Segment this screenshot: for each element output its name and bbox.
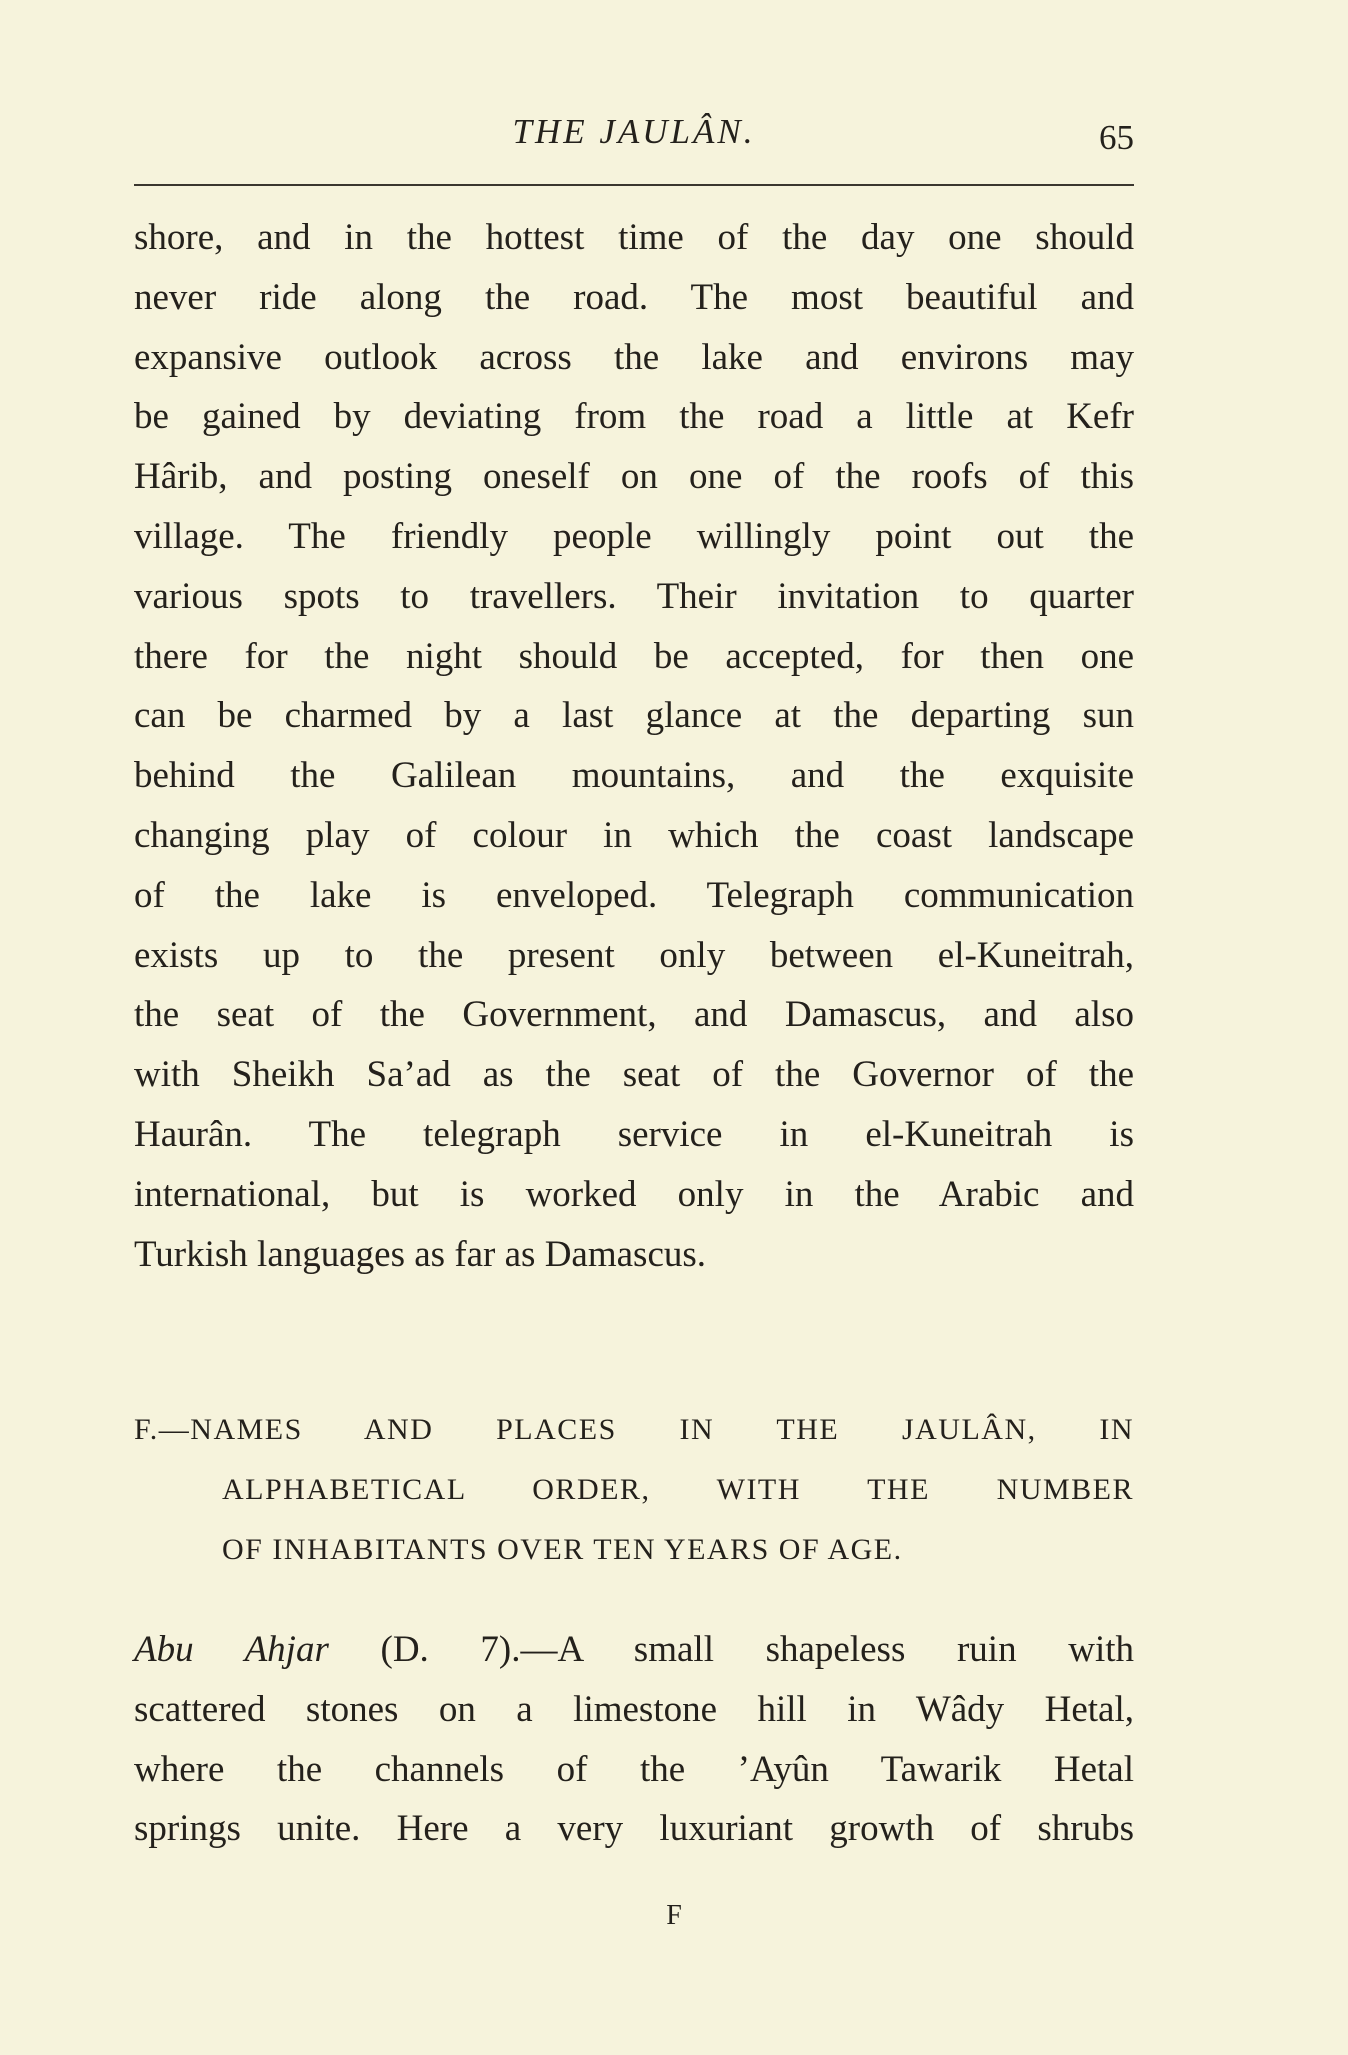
- gazetteer-entry: [134, 1620, 1134, 1859]
- text-line: changing play of colour in which the coast landscape: [134, 814, 1134, 856]
- section-heading-line: F.—NAMES AND PLACES IN THE JAULÂN, IN: [134, 1413, 1134, 1446]
- entry-title: Abu Ahjar: [134, 1629, 329, 1670]
- text-line: Hârib, and posting oneself on one of the roofs of this: [134, 456, 1134, 498]
- running-title: THE JAULÂN.: [512, 112, 756, 151]
- text-line: Turkish languages as far as Damascus.: [134, 1233, 707, 1275]
- section-heading: [134, 1400, 1134, 1580]
- section-heading-line: ALPHABETICAL ORDER, WITH THE NUMBER: [222, 1473, 1134, 1506]
- text-line: springs unite. Here a very luxuriant growth of shrubs: [134, 1808, 1134, 1850]
- text-line: village. The friendly people willingly point out the: [134, 515, 1134, 557]
- text-line: international, but is worked only in the Arabic and: [134, 1173, 1134, 1215]
- section-heading-line: OF INHABITANTS OVER TEN YEARS OF AGE.: [222, 1533, 903, 1566]
- text-line: shore, and in the hottest time of the day one should: [134, 217, 1134, 258]
- text-line: the seat of the Government, and Damascus, and also: [134, 994, 1134, 1036]
- entry-first-line-text: (D. 7).—A small shapeless ruin with: [328, 1629, 1135, 1670]
- text-line: exists up to the present only between el-Kuneitrah,: [134, 934, 1134, 976]
- text-line: scattered stones on a limestone hill in Wâdy Hetal,: [134, 1688, 1134, 1730]
- text-line: various spots to travellers. Their invitation to quarter: [134, 575, 1134, 617]
- text-line: with Sheikh Sa’ad as the seat of the Governor of the: [134, 1054, 1134, 1096]
- entry-first-line: [134, 1620, 1134, 1680]
- signature-mark: F: [666, 1900, 682, 1931]
- text-line: of the lake is enveloped. Telegraph communication: [134, 874, 1134, 916]
- text-line: expansive outlook across the lake and environs may: [134, 336, 1134, 378]
- body-paragraph: [134, 208, 1134, 1284]
- text-line: there for the night should be accepted, for then one: [134, 635, 1134, 677]
- text-line: behind the Galilean mountains, and the exquisite: [134, 755, 1134, 797]
- text-line: be gained by deviating from the road a little at Kefr: [134, 396, 1134, 438]
- page-number: 65: [1099, 118, 1134, 157]
- running-head: [134, 112, 1134, 166]
- text-line: Haurân. The telegraph service in el-Kuneitrah is: [134, 1113, 1134, 1155]
- text-line: can be charmed by a last glance at the departing sun: [134, 695, 1134, 737]
- text-line: never ride along the road. The most beautiful and: [134, 276, 1134, 318]
- header-rule: [134, 184, 1134, 186]
- text-line: where the channels of the ’Ayûn Tawarik Hetal: [134, 1748, 1134, 1790]
